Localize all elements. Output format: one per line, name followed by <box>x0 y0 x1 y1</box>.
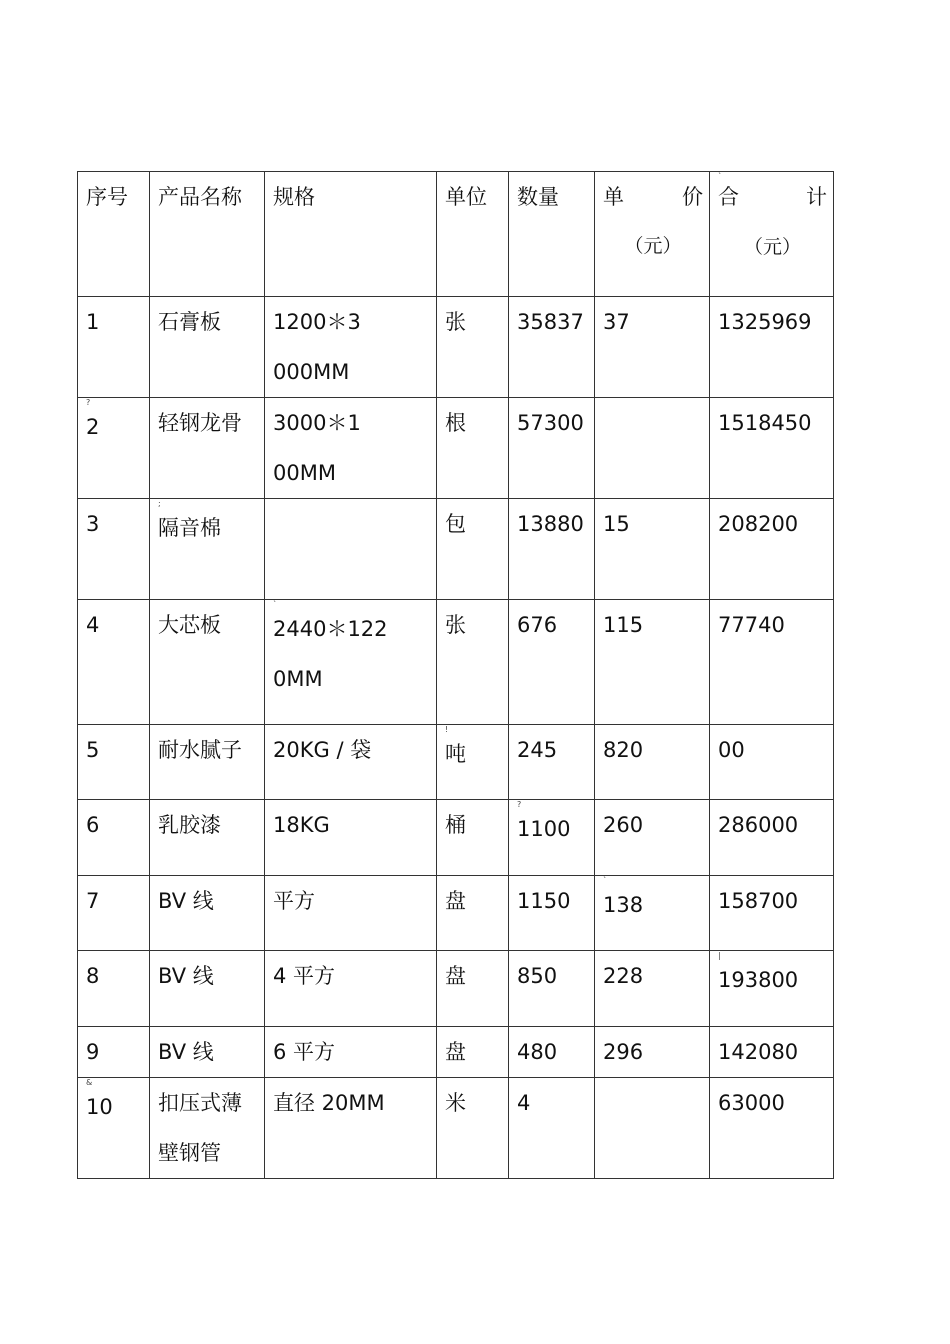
cell-name: 扣压式薄壁钢管 <box>150 1078 265 1179</box>
cell-qty: ? 1100 <box>509 800 595 876</box>
cell-seq: 4 <box>78 600 150 725</box>
header-price: 单 价 （元） <box>595 172 710 297</box>
cell-price: 260 <box>595 800 710 876</box>
cell-total: 1518450 <box>710 398 834 499</box>
table-row <box>78 951 834 1027</box>
cell-price <box>595 398 710 499</box>
cell-qty: 35837 <box>509 297 595 398</box>
cell-seq: 8 <box>78 951 150 1027</box>
cell-qty: 13880 <box>509 499 595 600</box>
cell-spec: 20KG / 袋 <box>265 725 437 800</box>
cell-price: 228 <box>595 951 710 1027</box>
cell-price: 115 <box>595 600 710 725</box>
cell-qty: 480 <box>509 1027 595 1078</box>
cell-name: 石膏板 <box>150 297 265 398</box>
cell-seq: 1 <box>78 297 150 398</box>
cell-spec: 18KG <box>265 800 437 876</box>
table-row <box>78 398 834 499</box>
cell-price: 37 <box>595 297 710 398</box>
table-row <box>78 725 834 800</box>
cell-qty: 850 <box>509 951 595 1027</box>
cell-unit: 盘 <box>437 876 509 951</box>
cell-spec: ` 2440＊1220MM <box>265 600 437 725</box>
cell-total: 77740 <box>710 600 834 725</box>
cell-qty: 676 <box>509 600 595 725</box>
cell-unit: 根 <box>437 398 509 499</box>
cell-seq: 7 <box>78 876 150 951</box>
cell-unit: 包 <box>437 499 509 600</box>
cell-spec: 平方 <box>265 876 437 951</box>
table-row <box>78 297 834 398</box>
cell-unit: 米 <box>437 1078 509 1179</box>
cell-spec: 1200＊3000MM <box>265 297 437 398</box>
cell-spec: 4 平方 <box>265 951 437 1027</box>
cell-qty: 245 <box>509 725 595 800</box>
table-row <box>78 876 834 951</box>
cell-price: 820 <box>595 725 710 800</box>
cell-qty: 4 <box>509 1078 595 1179</box>
cell-spec: 直径 20MM <box>265 1078 437 1179</box>
cell-name: ; 隔音棉 <box>150 499 265 600</box>
cell-qty: 1150 <box>509 876 595 951</box>
cell-seq: & 10 <box>78 1078 150 1179</box>
cell-price: 15 <box>595 499 710 600</box>
table-row <box>78 1078 834 1179</box>
header-unit: 单位 <box>437 172 509 297</box>
cell-name: 乳胶漆 <box>150 800 265 876</box>
cell-total: | 193800 <box>710 951 834 1027</box>
cell-name: BV 线 <box>150 1027 265 1078</box>
cell-total: 00 <box>710 725 834 800</box>
cell-total: 208200 <box>710 499 834 600</box>
table-row <box>78 800 834 876</box>
cell-total: 63000 <box>710 1078 834 1179</box>
cell-unit: 张 <box>437 297 509 398</box>
cell-name: 耐水腻子 <box>150 725 265 800</box>
cell-spec: 6 平方 <box>265 1027 437 1078</box>
cell-spec <box>265 499 437 600</box>
header-total: ` 合 计 （元） <box>710 172 834 297</box>
cell-name: 轻钢龙骨 <box>150 398 265 499</box>
table-row <box>78 1027 834 1078</box>
cell-unit: 盘 <box>437 951 509 1027</box>
cell-price: ` 138 <box>595 876 710 951</box>
cell-seq: 9 <box>78 1027 150 1078</box>
table-row <box>78 600 834 725</box>
cell-name: BV 线 <box>150 951 265 1027</box>
cell-name: BV 线 <box>150 876 265 951</box>
header-spec: 规格 <box>265 172 437 297</box>
cell-seq: 5 <box>78 725 150 800</box>
cell-seq: ? 2 <box>78 398 150 499</box>
header-qty: 数量 <box>509 172 595 297</box>
cell-qty: 57300 <box>509 398 595 499</box>
header-name: 产品名称 <box>150 172 265 297</box>
cell-unit: 张 <box>437 600 509 725</box>
cell-unit: 桶 <box>437 800 509 876</box>
cell-total: 142080 <box>710 1027 834 1078</box>
header-seq: 序号 <box>78 172 150 297</box>
cell-seq: 6 <box>78 800 150 876</box>
cell-spec: 3000＊100MM <box>265 398 437 499</box>
product-price-table <box>77 171 834 1179</box>
table-row <box>78 499 834 600</box>
cell-total: 158700 <box>710 876 834 951</box>
cell-unit: ! 吨 <box>437 725 509 800</box>
cell-unit: 盘 <box>437 1027 509 1078</box>
cell-total: 286000 <box>710 800 834 876</box>
cell-price: 296 <box>595 1027 710 1078</box>
header-total-mark: ` <box>718 172 722 181</box>
header-row <box>78 172 834 297</box>
cell-total: 1325969 <box>710 297 834 398</box>
cell-seq: 3 <box>78 499 150 600</box>
cell-price <box>595 1078 710 1179</box>
cell-name: 大芯板 <box>150 600 265 725</box>
